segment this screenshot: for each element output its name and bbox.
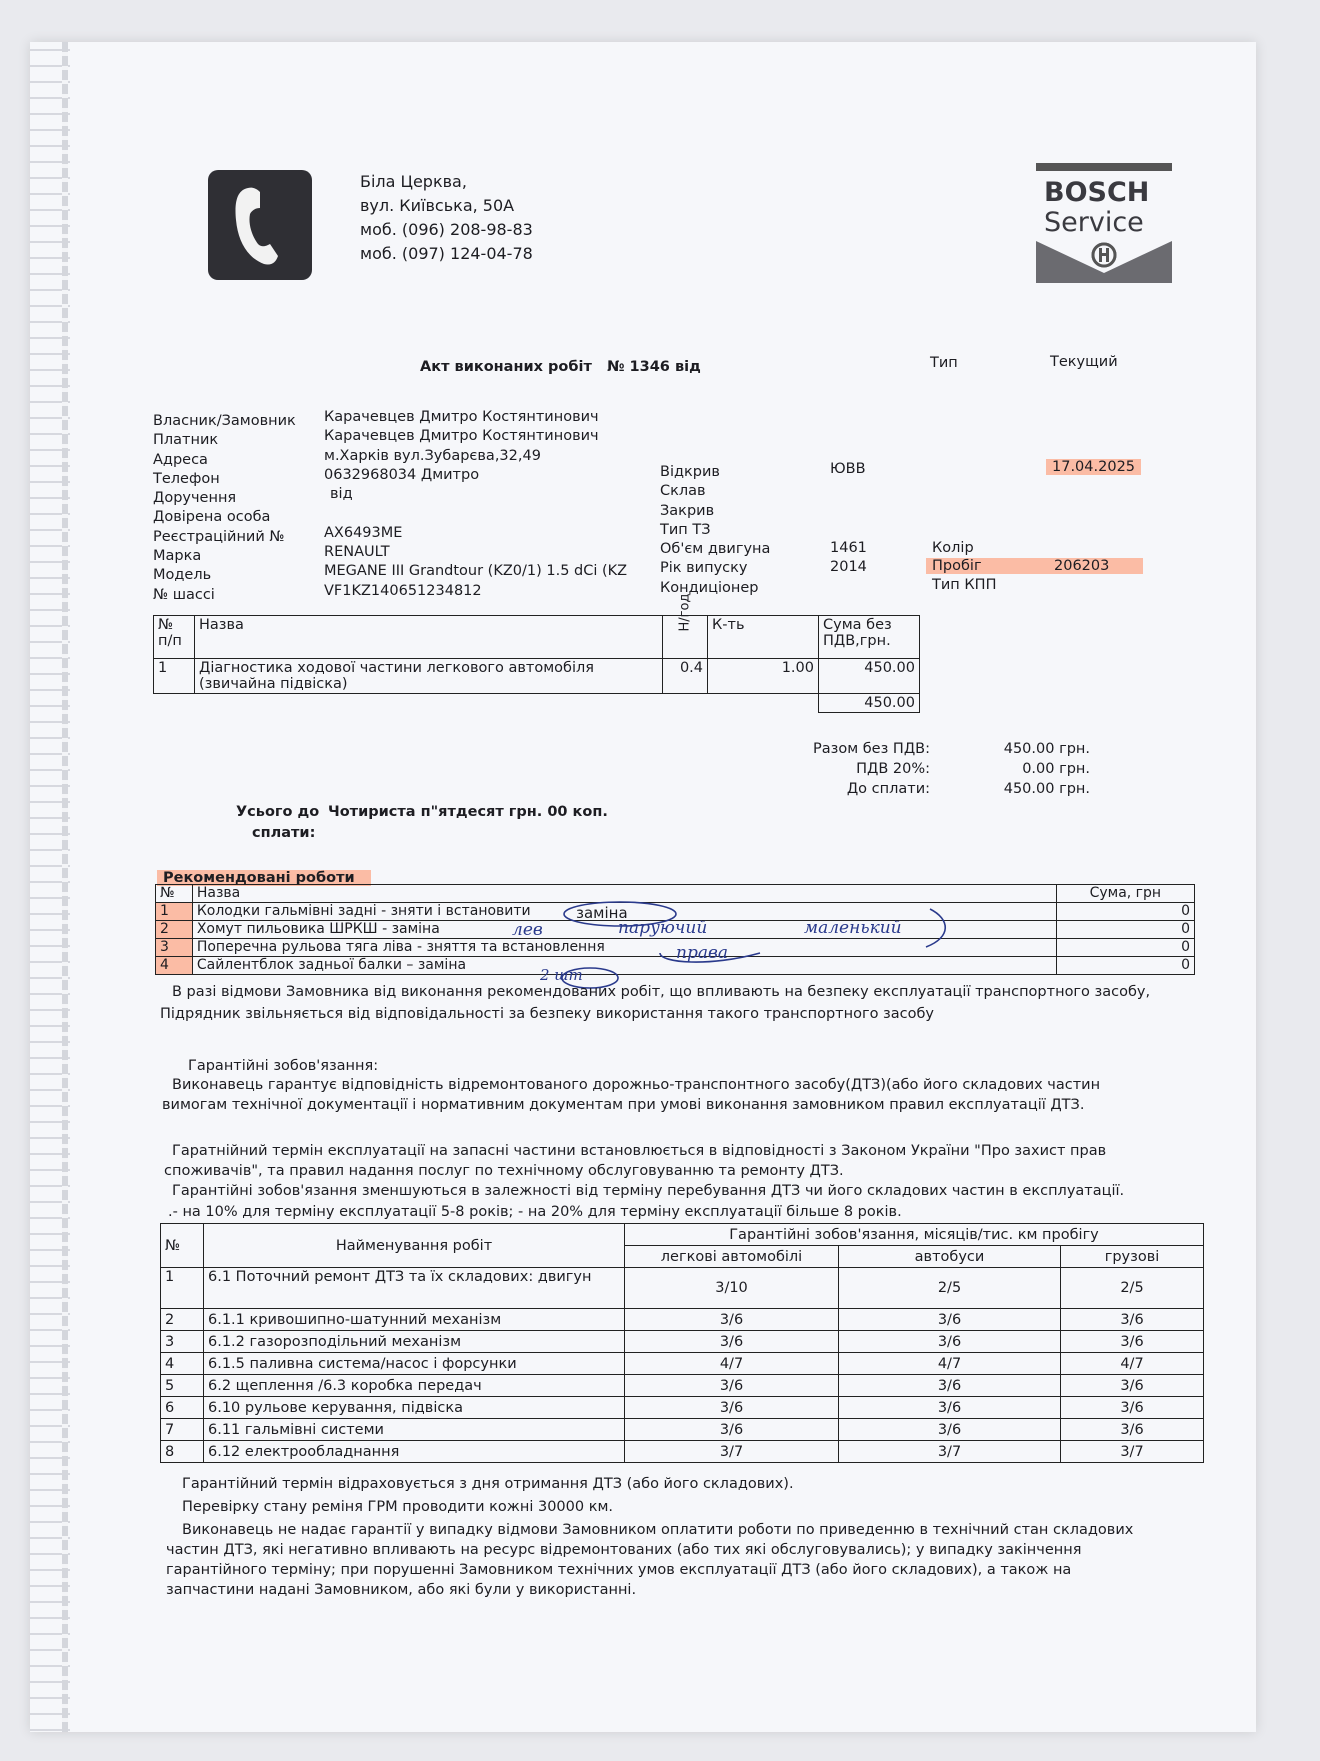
wt-row-buses: 2/5 [839,1268,1061,1309]
wt-row-num: 1 [161,1268,204,1309]
act-title-text: Акт виконаних робіт [420,359,592,375]
works-header-sum: Сума без ПДВ,грн. [819,616,920,659]
footer-line-3: Виконавець не надає гарантії у випадку відмови Замовником оплатити роботи по приведенню в технічний стан складових [182,1522,1134,1538]
rec-row-num: 4 [156,957,193,975]
rec-row-name: Поперечна рульова тяга ліва - зняття та встановлення [192,939,1056,957]
table-row [161,1441,1204,1463]
warranty-p1-line-1: Виконавець гарантує відповідність відремонтованого дорожньо-транспонтного засобу(ДТЗ)(або його складових частин [172,1077,1101,1093]
wt-row-trucks: 3/6 [1061,1397,1204,1419]
footer-line-5: гарантійного терміну; при порушенні Замовником технічних умов експлуатації ДТЗ (або його складових), а також на [166,1562,1072,1578]
table-row [161,1331,1204,1353]
closed-label: Закрив [660,502,715,519]
wt-row-name: 6.1 Поточний ремонт ДТЗ та їх складових: двигун [204,1268,625,1309]
totals-values [960,739,1090,799]
wt-row-trucks: 3/6 [1061,1375,1204,1397]
table-row [161,1309,1204,1331]
wt-row-name: 6.1.5 паливна система/насос і форсунки [204,1353,625,1375]
phone-icon [208,170,312,280]
ac-label: Кондиціонер [660,579,759,596]
footer-line-2: Перевірку стану реміня ГРМ проводити кожні 30000 км. [182,1499,614,1515]
total-words: Чотириста п"ятдесят грн. 00 коп. [328,804,608,820]
works-row-name [195,659,663,694]
customer-labels [153,412,296,605]
hand-note-qty: 2 шт [540,966,583,984]
address-label: Адреса [153,451,208,468]
footer-line-6: запчастини надані Замовником, або які були у використанні. [166,1582,637,1598]
rec-header-name: Назва [192,885,1056,903]
order-value: від [330,486,353,503]
rec-header-sum: Сума, грн [1056,885,1194,903]
wt-row-name: 6.12 електрообладнання [204,1441,625,1463]
date-value: 17.04.2025 [1046,459,1141,475]
wt-row-cars: 3/6 [625,1309,839,1331]
total-no-vat-value: 450.00 грн. [1003,741,1090,757]
address-line-3: моб. (096) 208-98-83 [360,220,533,239]
vin-value: VF1KZ140651234812 [324,582,482,599]
warranty-title: Гарантійні зобов'язання: [188,1058,379,1074]
table-row [161,1419,1204,1441]
address-line-1: Біла Церква, [360,172,467,191]
warehouse-label: Склав [660,483,706,500]
wt-row-buses: 3/6 [839,1419,1061,1441]
wt-row-buses: 3/6 [839,1375,1061,1397]
engine-label: Об'єм двигуна [660,541,771,558]
rec-row-name: Колодки гальмівні задні - зняти і встановити [192,903,1056,921]
works-header-num: № п/п [154,616,195,659]
works-header-hours [678,616,693,632]
wt-row-cars: 3/6 [625,1397,839,1419]
warranty-p2-line-2: споживачів", та правил надання послуг по технічному обслуговуванню та ремонту ДТЗ. [164,1163,844,1179]
rec-row-num: 3 [156,939,193,957]
wt-row-buses: 3/6 [839,1331,1061,1353]
wt-row-trucks: 3/6 [1061,1331,1204,1353]
rec-row-sum: 0 [1056,903,1194,921]
mileage-label: Пробіг [932,558,982,574]
act-title [420,359,701,375]
hand-note-right: права [676,943,728,963]
wt-row-cars: 3/6 [625,1375,839,1397]
wt-row-trucks: 4/7 [1061,1353,1204,1375]
rec-row-sum: 0 [1056,957,1194,975]
wt-row-name: 6.11 гальмівні системи [204,1419,625,1441]
total-words-label-1: Усього до [236,804,320,820]
totals-labels [800,739,930,799]
works-header-qty: К-ть [708,616,819,659]
bosch-service-logo [1036,163,1172,283]
wt-header-cars: легкові автомобілі [625,1246,839,1268]
wt-header-buses: автобуси [839,1246,1061,1268]
phone-label: Телефон [153,470,220,487]
mileage-value: 206203 [1054,558,1110,574]
reg-label: Реєстраційний № [153,528,285,545]
works-row-hours: 0.4 [663,659,708,694]
hand-note-paired: паруючий [618,918,708,938]
wt-header-trucks: грузові [1061,1246,1204,1268]
wt-row-num: 7 [161,1419,204,1441]
wt-row-num: 6 [161,1397,204,1419]
model-value: MEGANE III Grandtour (KZ0/1) 1.5 dCi (KZ [324,563,628,580]
warranty-p1-line-2: вимогам технічної документації і нормативним документам при умові виконання замовником правил експлуатації ДТЗ. [162,1097,1085,1113]
wt-row-buses: 4/7 [839,1353,1061,1375]
logo-text-service: Service [1044,207,1144,238]
logo-text-bosch: BOSCH [1044,177,1150,208]
works-header-name: Назва [195,616,663,659]
address-line-4: моб. (097) 124-04-78 [360,244,533,263]
table-row [161,1375,1204,1397]
table-row [154,659,920,694]
hand-note-replace: заміна [576,904,628,922]
wt-row-cars: 3/6 [625,1331,839,1353]
wt-row-name: 6.1.2 газорозподільний механізм [204,1331,625,1353]
warranty-p2-line-1: Гаратнійний термін експлуатації на запасні частини встановлюється в відповідності з Законом України "Про захист прав [172,1143,1107,1159]
rec-row-num: 1 [156,903,193,921]
hand-note-small: маленький [804,918,902,938]
vehicle-labels [660,463,770,598]
wt-row-num: 3 [161,1331,204,1353]
payer-label: Платник [153,432,219,449]
wt-header-name: Найменування робіт [204,1224,625,1268]
trusted-label: Довірена особа [153,509,271,526]
gearbox-label: Тип КПП [932,577,997,593]
brand-value: RENAULT [324,544,390,561]
table-row [161,1268,1204,1309]
works-header-row [154,616,920,659]
wt-row-num: 2 [161,1309,204,1331]
vin-label: № шассі [153,586,215,603]
vehicle-type-label: Тип ТЗ [660,521,711,538]
wt-row-cars: 3/7 [625,1441,839,1463]
table-row [161,1397,1204,1419]
wt-row-name: 6.10 рульове керування, підвіска [204,1397,625,1419]
warranty-p2-line-3: Гарантійні зобов'язання зменшуються в залежності від терміну перебування ДТЗ чи його складових частин в експлуатації. [172,1183,1125,1199]
works-row-sum: 450.00 [819,659,920,694]
works-row-name-1: Діагностика ходової частини легкового автомобіля [199,660,594,676]
works-row-name-2: (звичайна підвіска) [199,676,348,692]
owner-value: Карачевцев Дмитро Костянтинович [324,409,599,425]
wt-row-cars: 3/10 [625,1268,839,1309]
to-pay-value: 450.00 грн. [1003,781,1090,797]
wt-row-num: 4 [161,1353,204,1375]
footer-line-4: частин ДТЗ, які негативно впливають на ресурс відремонтованих (або тих які обслуговувались); у випадку закінчення [166,1542,1082,1558]
table-row [161,1353,1204,1375]
wt-row-trucks: 3/6 [1061,1419,1204,1441]
disclaimer-line-1: В разі відмови Замовника від виконання рекомендованих робіт, що впливають на безпеку експлуатації транспортного засобу, [172,984,1151,1000]
wt-header-group: Гарантійні зобов'язання, місяців/тис. км пробігу [625,1224,1204,1246]
works-table [153,615,920,713]
to-pay-label: До сплати: [846,781,930,797]
wt-row-num: 8 [161,1441,204,1463]
wt-row-num: 5 [161,1375,204,1397]
hand-note-left: лев [512,920,543,940]
disclaimer-line-2: Підрядник звільняється від відповідальності за безпеку використання такого транспортного засобу [160,1006,935,1022]
opened-value: ЮВВ [830,461,866,477]
company-address [360,170,533,266]
wt-row-buses: 3/7 [839,1441,1061,1463]
wt-row-cars: 3/6 [625,1419,839,1441]
total-no-vat-label: Разом без ПДВ: [812,741,930,757]
type-label: Тип [930,355,958,371]
year-label: Рік випуску [660,560,748,577]
year-value: 2014 [830,559,867,575]
warranty-p2-line-4: .- на 10% для терміну експлуатації 5-8 років; - на 20% для терміну експлуатації більше 8 років. [168,1204,902,1220]
rec-row-sum: 0 [1056,939,1194,957]
wt-row-buses: 3/6 [839,1309,1061,1331]
vat-value: 0.00 грн. [1022,761,1090,777]
rec-header-num: № [156,885,193,903]
payer-value: Карачевцев Дмитро Костянтинович [324,428,599,445]
footer-line-1: Гарантійний термін відраховується з дня отримання ДТЗ (або його складових). [182,1476,794,1492]
wt-row-trucks: 3/6 [1061,1309,1204,1331]
rec-row-sum: 0 [1056,921,1194,939]
works-total: 450.00 [819,694,920,713]
recommended-title: Рекомендовані роботи [157,870,371,886]
act-number: № 1346 від [607,359,701,375]
rec-row-num: 2 [156,921,193,939]
wt-row-trucks: 2/5 [1061,1268,1204,1309]
works-total-row [154,694,920,713]
customer-values [324,408,656,601]
phone-value: 0632968034 Дмитро [324,466,480,483]
engine-value: 1461 [830,540,867,556]
address-value: м.Харків вул.Зубарєва,32,49 [324,447,541,464]
mileage-row [926,558,1143,574]
wt-row-trucks: 3/7 [1061,1441,1204,1463]
wt-row-cars: 4/7 [625,1353,839,1375]
vat-label: ПДВ 20%: [856,761,930,777]
wt-row-name: 6.1.1 кривошипно-шатунний механізм [204,1309,625,1331]
model-label: Модель [153,567,212,584]
owner-label: Власник/Замовник [153,413,296,429]
type-value: Текущий [1050,354,1118,370]
address-line-2: вул. Київська, 50А [360,196,515,215]
rec-row-name: Хомут пильовика ШРКШ - заміна [192,921,1056,939]
opened-label: Відкрив [660,464,720,480]
warranty-table [160,1223,1204,1463]
brand-label: Марка [153,548,202,565]
rec-row-name: Сайлентблок задньої балки – заміна [192,957,1056,975]
wt-header-num: № [161,1224,204,1268]
works-row-num: 1 [154,659,195,694]
perforated-holes [62,42,68,1732]
reg-value: АХ6493МЕ [324,524,403,541]
order-label: Доручення [153,490,237,507]
warranty-header-row-1 [161,1224,1204,1246]
total-words-label-2: сплати: [252,825,316,841]
works-header-hours-cell [663,616,708,659]
wt-row-buses: 3/6 [839,1397,1061,1419]
wt-row-name: 6.2 щеплення /6.3 коробка передач [204,1375,625,1397]
works-row-qty: 1.00 [708,659,819,694]
color-label: Колір [932,540,974,556]
